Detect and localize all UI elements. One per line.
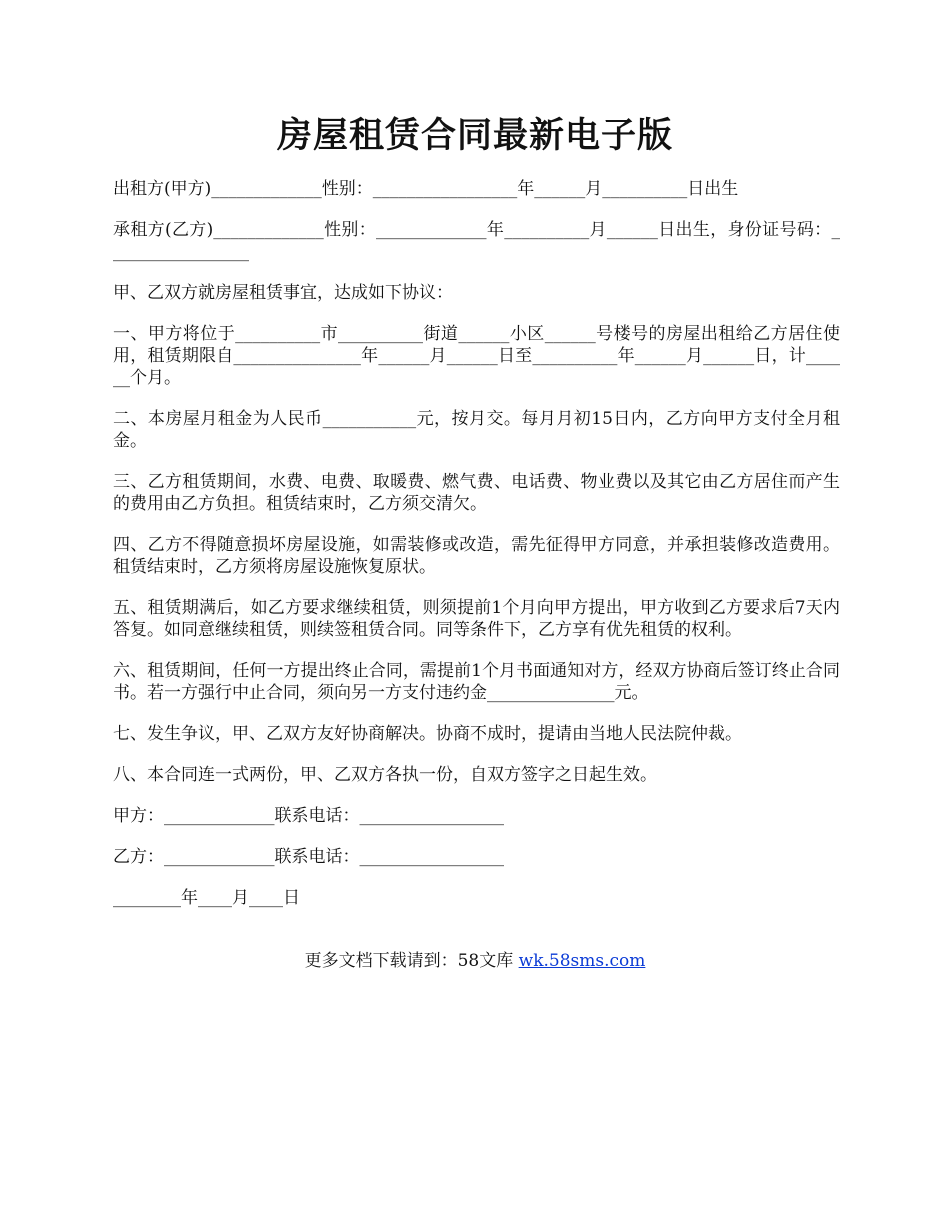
lessee-info-line: 承租方(乙方)_____________性别：_____________年__________月______日出生，身份证号码：_________________ bbox=[113, 220, 840, 262]
agreement-intro: 甲、乙双方就房屋租赁事宜，达成如下协议： bbox=[113, 283, 453, 303]
date-line: ________年____月____日 bbox=[113, 888, 300, 908]
document-title: 房屋租赁合同最新电子版 bbox=[276, 115, 673, 156]
clause-4: 四、乙方不得随意损坏房屋设施，如需装修或改造，需先征得甲方同意，并承担装修改造费用。租赁结束时，乙方须将房屋设施恢复原状。 bbox=[113, 535, 840, 577]
footer-link[interactable]: wk.58sms.com bbox=[518, 951, 646, 971]
clause-8: 八、本合同连一式两份，甲、乙双方各执一份，自双方签字之日起生效。 bbox=[113, 765, 657, 785]
clause-3: 三、乙方租赁期间，水费、电费、取暖费、燃气费、电话费、物业费以及其它由乙方居住而产生的费用由乙方负担。租赁结束时，乙方须交清欠。 bbox=[113, 472, 840, 514]
clause-1: 一、甲方将位于__________市__________街道______小区______号楼号的房屋出租给乙方居住使用，租赁期限自_______________年______月______日至__________年______月______日，计______个月。 bbox=[113, 324, 840, 388]
download-footer bbox=[0, 950, 950, 972]
footer-text: 更多文档下载请到：58文库 bbox=[304, 951, 519, 971]
party-b-signature-line: 乙方：_____________联系电话：_________________ bbox=[113, 847, 504, 867]
clause-6: 六、租赁期间，任何一方提出终止合同，需提前1个月书面通知对方，经双方协商后签订终止合同书。若一方强行中止合同，须向另一方支付违约金_______________元。 bbox=[113, 661, 840, 703]
clause-2: 二、本房屋月租金为人民币___________元，按月交。每月月初15日内，乙方向甲方支付全月租金。 bbox=[113, 409, 840, 451]
clause-7: 七、发生争议，甲、乙双方友好协商解决。协商不成时，提请由当地人民法院仲裁。 bbox=[113, 724, 742, 744]
clause-5: 五、租赁期满后，如乙方要求继续租赁，则须提前1个月向甲方提出，甲方收到乙方要求后7天内答复。如同意继续租赁，则续签租赁合同。同等条件下，乙方享有优先租赁的权利。 bbox=[113, 598, 840, 640]
document-body bbox=[113, 178, 840, 928]
party-a-signature-line: 甲方：_____________联系电话：_________________ bbox=[113, 806, 504, 826]
lessor-info-line: 出租方(甲方)_____________性别：_________________年______月__________日出生 bbox=[113, 179, 739, 199]
